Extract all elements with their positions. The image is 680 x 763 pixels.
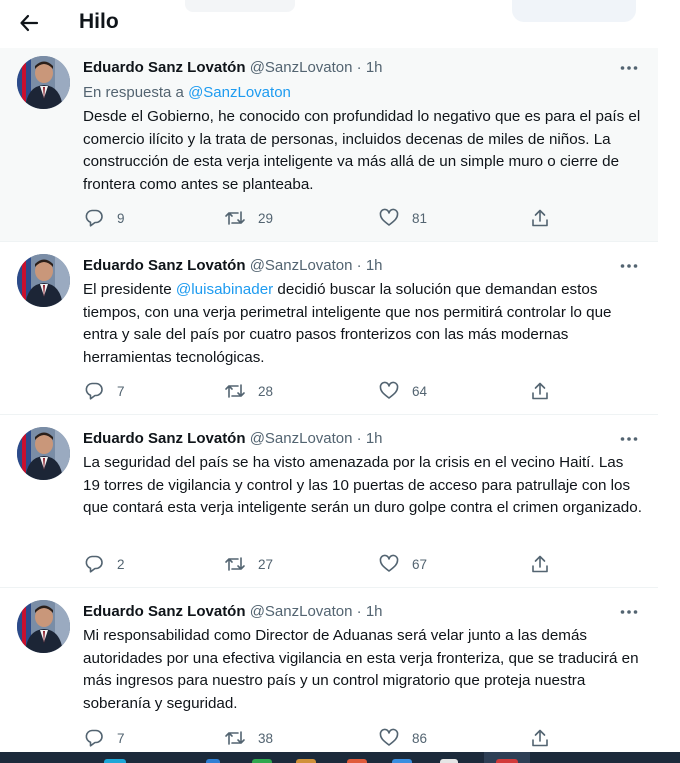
retweet-icon bbox=[224, 208, 246, 228]
like-icon bbox=[379, 728, 399, 748]
like-button[interactable] bbox=[378, 206, 427, 230]
retweet-icon bbox=[224, 381, 246, 401]
share-icon bbox=[530, 208, 550, 228]
author-handle[interactable]: @SanzLovaton · 1h bbox=[249, 257, 383, 274]
author-name[interactable]: Eduardo Sanz Lovatón @SanzLovaton · 1h bbox=[83, 430, 383, 447]
retweet-count: 27 bbox=[258, 556, 274, 572]
share-button[interactable] bbox=[529, 206, 551, 230]
tweet-actions bbox=[83, 552, 553, 576]
tweet-text: La seguridad del país se ha visto amenazada por la crisis en el vecino Haití. Las 19 torres de vigilancia y control y las 10 puertas de acceso para patrullaje con los que contará esta verja inteligente serán un duro golpe contra el crimen organizado. bbox=[83, 454, 642, 516]
like-count: 67 bbox=[412, 556, 428, 572]
retweet-count: 38 bbox=[258, 730, 274, 746]
reply-icon bbox=[84, 554, 104, 574]
author-handle[interactable]: @SanzLovaton · 1h bbox=[249, 59, 383, 76]
tweet[interactable] bbox=[0, 242, 658, 415]
tweet-actions bbox=[83, 379, 553, 403]
retweet-icon bbox=[224, 728, 246, 748]
reply-button[interactable] bbox=[83, 726, 125, 750]
like-button[interactable] bbox=[378, 379, 427, 403]
retweet-count: 29 bbox=[258, 210, 274, 226]
reply-button[interactable] bbox=[83, 206, 125, 230]
tweet-text: El presidente @luisabinader decidió buscar la solución que demandan estos tiempos, con una verja perimetral inteligente que nos permitirá controlar lo que entra y sale del país por cuatro pasos fronterizos con las más modernas herramientas tecnológicas. bbox=[83, 281, 612, 366]
taskbar-app-icon[interactable] bbox=[392, 759, 412, 763]
taskbar-app-icon[interactable] bbox=[440, 759, 458, 763]
more-button[interactable] bbox=[616, 429, 642, 449]
avatar[interactable] bbox=[17, 56, 70, 109]
taskbar-app-icon[interactable] bbox=[347, 759, 367, 763]
reply-count: 7 bbox=[117, 730, 125, 746]
like-button[interactable] bbox=[378, 726, 427, 750]
retweet-button[interactable] bbox=[224, 379, 273, 403]
more-icon bbox=[620, 436, 638, 442]
like-count: 64 bbox=[412, 383, 428, 399]
taskbar-app-icon[interactable] bbox=[296, 759, 316, 763]
tweet-text: Desde el Gobierno, he conocido con profundidad lo negativo que es para el país el comercio ilícito y la trata de personas, incluidos decenas de miles de niños. La construcción de esta verja inteligente va más allá de un simple muro o cierre de frontera como antes se planteaba. bbox=[83, 108, 641, 193]
scrollbar[interactable] bbox=[658, 0, 680, 752]
retweet-count: 28 bbox=[258, 383, 274, 399]
back-arrow-icon bbox=[19, 13, 39, 33]
tweet[interactable] bbox=[0, 588, 658, 752]
retweet-button[interactable] bbox=[224, 552, 273, 576]
share-button[interactable] bbox=[529, 379, 551, 403]
taskbar-app-icon[interactable] bbox=[206, 759, 220, 763]
avatar[interactable] bbox=[17, 600, 70, 653]
author-name[interactable]: Eduardo Sanz Lovatón @SanzLovaton · 1h bbox=[83, 603, 383, 620]
taskbar-app-icon[interactable] bbox=[496, 759, 518, 763]
tweet-actions bbox=[83, 726, 553, 750]
more-icon bbox=[620, 65, 638, 71]
like-icon bbox=[379, 381, 399, 401]
reply-count: 7 bbox=[117, 383, 125, 399]
more-button[interactable] bbox=[616, 58, 642, 78]
tweet-actions bbox=[83, 206, 553, 230]
share-icon bbox=[530, 381, 550, 401]
share-icon bbox=[530, 554, 550, 574]
reply-button[interactable] bbox=[83, 379, 125, 403]
reply-count: 2 bbox=[117, 556, 125, 572]
avatar[interactable] bbox=[17, 254, 70, 307]
taskbar-app-icon[interactable] bbox=[252, 759, 272, 763]
tweet-text: Mi responsabilidad como Director de Aduanas será velar junto a las demás autoridades por una efectiva vigilancia en esta verja fronteriza, que se traducirá en más ingresos para nuestro país y un control migratorio que proteja nuestra soberanía y seguridad. bbox=[83, 627, 639, 712]
like-icon bbox=[379, 554, 399, 574]
os-taskbar bbox=[0, 752, 680, 763]
reply-icon bbox=[84, 381, 104, 401]
reply-button[interactable] bbox=[83, 552, 125, 576]
tweet[interactable] bbox=[0, 415, 658, 588]
header-blur-decoration bbox=[512, 0, 636, 22]
header-blur-decoration bbox=[185, 0, 295, 12]
reply-icon bbox=[84, 208, 104, 228]
retweet-button[interactable] bbox=[224, 206, 273, 230]
mention-link[interactable]: @luisabinader bbox=[175, 281, 274, 298]
thread-header bbox=[0, 0, 658, 48]
back-button[interactable] bbox=[12, 6, 46, 40]
author-handle[interactable]: @SanzLovaton · 1h bbox=[249, 603, 383, 620]
reply-count: 9 bbox=[117, 210, 125, 226]
author-handle[interactable]: @SanzLovaton · 1h bbox=[249, 430, 383, 447]
reply-mention-link[interactable]: @SanzLovaton bbox=[188, 84, 291, 101]
like-button[interactable] bbox=[378, 552, 427, 576]
more-icon bbox=[620, 609, 638, 615]
share-button[interactable] bbox=[529, 552, 551, 576]
like-count: 86 bbox=[412, 730, 428, 746]
share-icon bbox=[530, 728, 550, 748]
reply-icon bbox=[84, 728, 104, 748]
author-name[interactable]: Eduardo Sanz Lovatón @SanzLovaton · 1h bbox=[83, 59, 383, 76]
page-title: Hilo bbox=[79, 10, 119, 33]
retweet-icon bbox=[224, 554, 246, 574]
like-icon bbox=[379, 208, 399, 228]
author-name[interactable]: Eduardo Sanz Lovatón @SanzLovaton · 1h bbox=[83, 257, 383, 274]
more-icon bbox=[620, 263, 638, 269]
more-button[interactable] bbox=[616, 602, 642, 622]
share-button[interactable] bbox=[529, 726, 551, 750]
tweet[interactable] bbox=[0, 48, 658, 242]
reply-context: En respuesta a @SanzLovaton bbox=[83, 84, 291, 101]
retweet-button[interactable] bbox=[224, 726, 273, 750]
avatar[interactable] bbox=[17, 427, 70, 480]
like-count: 81 bbox=[412, 210, 428, 226]
more-button[interactable] bbox=[616, 256, 642, 276]
taskbar-app-icon[interactable] bbox=[104, 759, 126, 763]
